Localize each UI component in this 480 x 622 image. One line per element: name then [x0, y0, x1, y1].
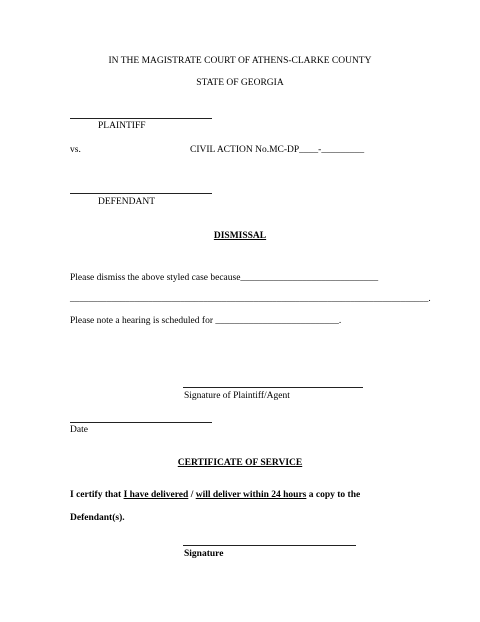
option-have-delivered[interactable]: I have delivered	[123, 490, 189, 500]
state-heading: STATE OF GEORGIA	[196, 78, 284, 88]
dismissal-title: DISMISSAL	[213, 231, 267, 241]
vs-label: vs.	[70, 145, 81, 155]
plaintiff-signature-line[interactable]	[183, 387, 363, 388]
plaintiff-signature-label: Signature of Plaintiff/Agent	[184, 391, 290, 401]
dismiss-reason-continuation[interactable]: ______________________________________________________________________________.	[70, 293, 431, 303]
certify-statement	[70, 491, 360, 501]
certificate-signature-label: Signature	[184, 549, 224, 559]
certify-defendants: Defendant(s).	[70, 513, 125, 523]
certify-suffix: a copy to the	[306, 490, 361, 500]
certificate-title: CERTIFICATE OF SERVICE	[177, 458, 303, 468]
date-line[interactable]	[70, 422, 212, 423]
certificate-signature-line[interactable]	[183, 545, 356, 546]
plaintiff-label: PLAINTIFF	[98, 121, 146, 131]
plaintiff-name-line[interactable]	[70, 118, 212, 119]
option-separator: /	[188, 490, 196, 500]
option-will-deliver[interactable]: will deliver within 24 hours	[195, 490, 307, 500]
date-label: Date	[70, 425, 88, 435]
hearing-date-field[interactable]: Please note a hearing is scheduled for __________________________.	[70, 316, 342, 326]
court-heading: IN THE MAGISTRATE COURT OF ATHENS-CLARKE COUNTY	[108, 56, 372, 66]
defendant-name-line[interactable]	[70, 193, 212, 194]
civil-action-number[interactable]: CIVIL ACTION No.MC-DP____-_________	[190, 145, 365, 155]
certify-prefix: I certify that	[70, 490, 124, 500]
defendant-label: DEFENDANT	[98, 197, 155, 207]
dismiss-reason-field[interactable]: Please dismiss the above styled case because_____________________________	[70, 273, 379, 283]
